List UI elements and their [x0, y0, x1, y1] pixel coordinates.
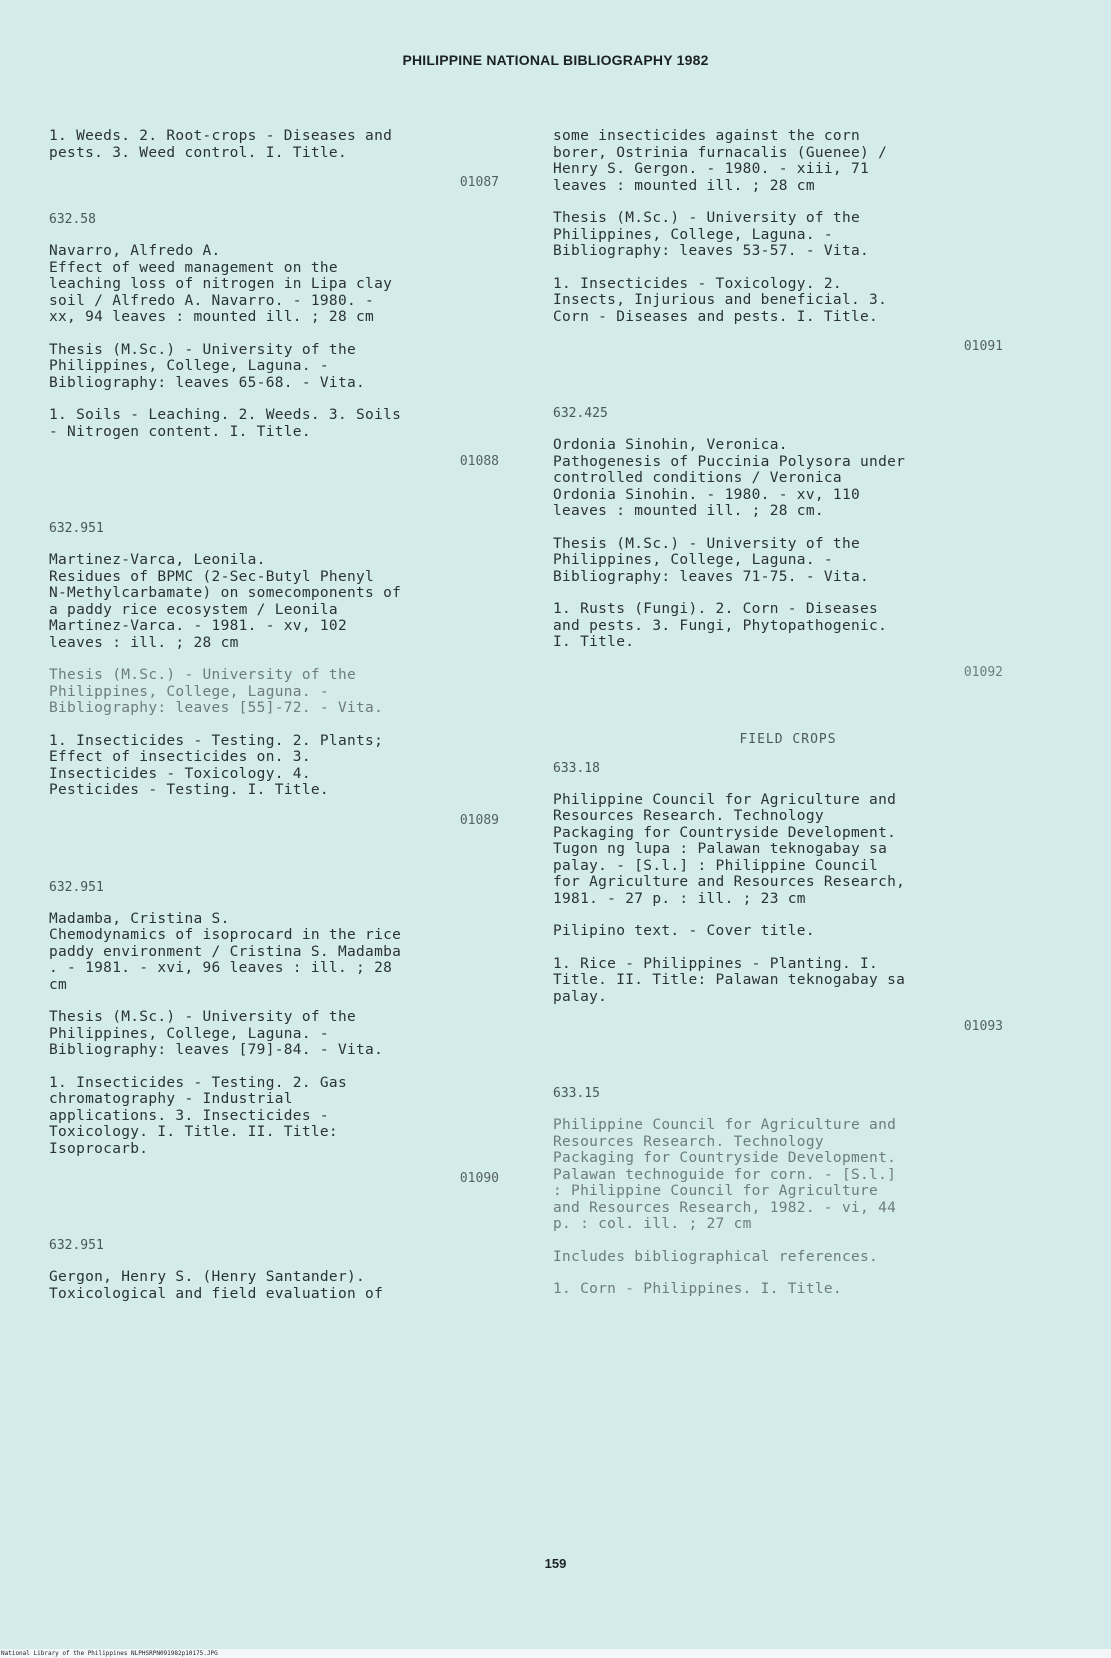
- left-column: [49, 128, 519, 1318]
- entry-01088: [49, 212, 519, 469]
- entry-number: 01090: [459, 1171, 499, 1186]
- entry-number: 01089: [459, 812, 499, 828]
- page-number: 159: [544, 1556, 567, 1571]
- entry-subjects: 1. Rice - Philippines - Planting. I. Title. II. Title: Palawan teknogabay sa palay.: [553, 955, 906, 1005]
- entry-body: Philippine Council for Agriculture and Resources Research. Technology Packaging for Countryside Development. Palawan technoguide for corn. - [S.l.] : Philippine Council for Agriculture and Resources Research, 1982. - vi, 44 p. : col. ill. ; 27 cm: [553, 1117, 897, 1232]
- entry-thesis-note: Thesis (M.Sc.) - University of the Philippines, College, Laguna. - Bibliography: leaves [79]-84. - Vita.: [49, 1009, 384, 1058]
- entry-01093: [553, 761, 1023, 1035]
- entry-01090: [49, 880, 519, 1187]
- entry-number: 01088: [459, 454, 499, 469]
- entry-subjects: 1. Weeds. 2. Root-crops - Diseases and pests. 3. Weed control. I. Title.: [49, 128, 393, 161]
- entry-thesis-note: Thesis (M.Sc.) - University of the Philippines, College, Laguna. - Bibliography: leaves 53-57. - Vita.: [553, 210, 870, 259]
- entry-subjects: 1. Corn - Philippines. I. Title.: [553, 1281, 842, 1297]
- scan-footer: National Library of the Philippines NLPHSRPN091982p10175.JPG: [0, 1649, 1111, 1658]
- entry-body: Navarro, Alfredo A. Effect of weed management on the leaching loss of nitrogen in Lipa clay soil / Alfredo A. Navarro. - 1980. - xx, 94 leaves : mounted ill. ; 28 cm: [49, 243, 393, 325]
- entry-number: 01087: [459, 175, 499, 190]
- entry-subjects: 1. Soils - Leaching. 2. Weeds. 3. Soils - Nitrogen content. I. Title.: [49, 407, 402, 440]
- entry-body: Gergon, Henry S. (Henry Santander). Toxicological and field evaluation of: [49, 1269, 384, 1302]
- entry-thesis-note: Thesis (M.Sc.) - University of the Philippines, College, Laguna. - Bibliography: leaves 65-68. - Vita.: [49, 341, 366, 391]
- right-column: [553, 128, 1023, 1314]
- call-number: 633.15: [553, 1086, 600, 1101]
- entry-subjects: 1. Insecticides - Testing. 2. Plants; Effect of insecticides on. 3. Insecticides - Toxicology. 4. Pesticides - Testing. I. Title.: [49, 732, 384, 798]
- entry-01091-continued: [553, 128, 1023, 354]
- entry-subjects: 1. Insecticides - Toxicology. 2. Insects, Injurious and beneficial. 3. Corn - Diseases and pests. I. Title.: [553, 275, 888, 325]
- entry-subjects: 1. Rusts (Fungi). 2. Corn - Diseases and pests. 3. Fungi, Phytopathogenic. I. Title.: [553, 601, 888, 650]
- section-heading: FIELD CROPS: [739, 731, 837, 747]
- entry-note: Pilipino text. - Cover title.: [553, 923, 815, 939]
- entry-body: Martinez-Varca, Leonila. Residues of BPMC (2-Sec-Butyl Phenyl N-Methylcarbamate) on somecomponents of a paddy rice ecosystem / Leonila Martinez-Varca. - 1981. - xv, 102 leaves : ill. ; 28 cm: [49, 552, 402, 651]
- entry-01089: [49, 521, 519, 828]
- entry-body: some insecticides against the corn borer, Ostrinia furnacalis (Guenee) / Henry S. Gergon. - 1980. - xiii, 71 leaves : mounted ill. ; 28 cm: [553, 128, 888, 194]
- call-number: 633.18: [553, 760, 600, 776]
- entry-01094: [553, 1086, 1023, 1298]
- call-number: 632.425: [553, 406, 608, 421]
- entry-number: 01092: [963, 664, 1003, 680]
- entry-number: 01093: [963, 1019, 1003, 1034]
- entry-note: Includes bibliographical references.: [553, 1248, 879, 1265]
- entry-01087: [49, 128, 519, 190]
- entry-01091-start: [49, 1238, 519, 1302]
- entry-thesis-note: Thesis (M.Sc.) - University of the Philippines, College, Laguna. - Bibliography: leaves 71-75. - Vita.: [553, 535, 870, 585]
- entry-body: Philippine Council for Agriculture and Resources Research. Technology Packaging for Countryside Development. Tugon ng lupa : Palawan teknogabay sa palay. - [S.l.] : Philippine Council for Agriculture and Resources Research, 1981. - 27 p. : ill. ; 23 cm: [553, 791, 906, 907]
- entry-body: Madamba, Cristina S. Chemodynamics of isoprocard in the rice paddy environment / Cristina S. Madamba . - 1981. - xvi, 96 leaves : ill. ; 28 cm: [49, 910, 402, 993]
- call-number: 632.58: [49, 212, 96, 227]
- entry-body: Ordonia Sinohin, Veronica. Pathogenesis of Puccinia Polysora under controlled conditions / Veronica Ordonia Sinohin. - 1980. - xv, 110 leaves : mounted ill. ; 28 cm.: [553, 437, 906, 519]
- entry-01092: [553, 406, 1023, 680]
- page-header: PHILIPPINE NATIONAL BIBLIOGRAPHY 1982: [402, 52, 709, 68]
- call-number: 632.951: [49, 879, 104, 895]
- entry-thesis-note: Thesis (M.Sc.) - University of the Philippines, College, Laguna. - Bibliography: leaves [55]-72. - Vita.: [49, 667, 384, 716]
- call-number: 632.951: [49, 1238, 104, 1253]
- call-number: 632.951: [49, 521, 104, 536]
- entry-number: 01091: [963, 339, 1003, 354]
- entry-subjects: 1. Insecticides - Testing. 2. Gas chromatography - Industrial applications. 3. Insecticides - Toxicology. I. Title. II. Title: Isoprocarb.: [49, 1074, 347, 1157]
